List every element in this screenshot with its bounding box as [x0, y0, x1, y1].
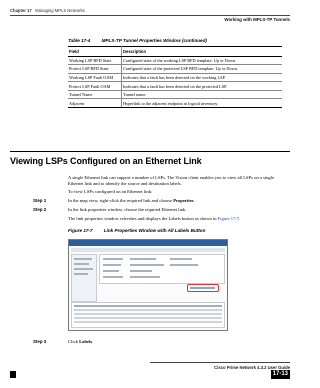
figure-window-side-panel: [71, 254, 97, 302]
figure-window-toolbar: [71, 248, 225, 252]
table-header-row: [68, 47, 282, 57]
running-header-chapter: [10, 8, 85, 13]
chapter-label: Chapter 17: [10, 8, 32, 13]
figure-grid-row: [74, 317, 222, 319]
step-1-text-after: .: [193, 198, 195, 203]
table-cell-field: Working LSP Fault OAM: [68, 73, 122, 82]
table-row: [68, 73, 282, 82]
figure-window-grid: [71, 302, 225, 328]
table-cell-description: Indicates that a fault has been detected on the working LSP.: [122, 73, 283, 82]
figure-window-titlebar: [69, 240, 227, 246]
step-2-text: In the link properties window, choose the required Ethernet link.: [68, 207, 187, 212]
figure-placeholder-line: [130, 270, 152, 272]
step-2-subtext-after: .: [239, 216, 241, 221]
figure-placeholder-line: [130, 276, 160, 278]
step-2-label: Step 2: [33, 207, 47, 212]
figure-placeholder-line: [103, 258, 123, 260]
table-cell-field: Tunnel Name: [68, 90, 122, 99]
properties-table: [68, 46, 282, 108]
intro-paragraph: A single Ethernet link can support a number of LSPs. The Vision client enables you to view all LSPs on a single Ethernet link and to identify the source and destination labels.: [68, 175, 274, 186]
running-header-section: Working with MPLS-TP Tunnels: [224, 17, 290, 22]
table-cell-description: Configured state of the working LSP BFD template: Up or Down.: [122, 56, 283, 65]
figure-placeholder-line: [170, 258, 192, 260]
table-cell-field: Adjacent: [68, 99, 122, 108]
step-2-subtext: [68, 216, 283, 222]
figure-placeholder-line: [74, 258, 92, 260]
figure-placeholder-line: [103, 264, 121, 266]
table-row: [68, 65, 282, 74]
step-1-emphasis: Properties: [173, 198, 194, 203]
figure-caption-title: Link Properties Window with All Labels Button: [103, 228, 206, 233]
chapter-title: Managing MPLS Networks: [35, 8, 85, 13]
figure-placeholder-line: [103, 270, 119, 272]
table-header-field: Field: [68, 47, 122, 57]
figure-grid-row: [74, 309, 222, 311]
step-1-label: Step 1: [33, 198, 47, 203]
labels-button-highlight: [187, 284, 219, 292]
figure-grid-header: [74, 305, 222, 307]
procedure-intro: To view LSPs configured on an Ethernet link:: [68, 189, 153, 194]
table-row: [68, 99, 282, 108]
figure-caption: [68, 228, 205, 233]
table-row: [68, 82, 282, 91]
link-properties-screenshot: [68, 239, 228, 331]
footer-guide-title: Cisco Prime Network 4.3.2 User Guide: [214, 365, 290, 370]
table-caption: [68, 38, 207, 43]
figure-link[interactable]: Figure 17-7: [217, 216, 240, 221]
table-caption-number: Table 17-4: [68, 38, 91, 43]
figure-window-properties-panel: [99, 254, 225, 284]
table-cell-field: Protect LSP Fault OAM: [68, 82, 122, 91]
table-cell-description: Indicates that a fault has been detected on the protected LSP.: [122, 82, 283, 91]
table-cell-description: Configured state of the protected LSP BFD template: Up or Down.: [122, 65, 283, 74]
figure-placeholder-line: [170, 264, 198, 266]
section-rule: [10, 151, 290, 152]
step-3-emphasis: Labels: [79, 339, 93, 344]
table-cell-description: Hyperlink to the adjacent endpoint in logical inventory.: [122, 99, 283, 108]
figure-placeholder-line: [74, 268, 93, 270]
table-row: [68, 90, 282, 99]
page-number: 17-13: [272, 371, 288, 377]
figure-placeholder-line: [74, 263, 89, 265]
step-3-label: Step 3: [33, 339, 47, 344]
figure-grid-row: [74, 313, 222, 315]
step-3-text: [68, 339, 283, 345]
table-row: [68, 56, 282, 65]
figure-placeholder-line: [103, 276, 123, 278]
footer-marker-bar: [10, 371, 16, 378]
table-header-description: Description: [122, 47, 283, 57]
table-caption-title: MPLS-TP Tunnel Properties Window (continued): [101, 38, 207, 43]
figure-placeholder-line: [74, 273, 88, 275]
table-cell-field: Protect LSP BFD State: [68, 65, 122, 74]
figure-caption-number: Figure 17-7: [68, 228, 93, 233]
table-cell-field: Working LSP BFD State: [68, 56, 122, 65]
footer-rule: [150, 362, 290, 363]
step-3-text-before: Click: [68, 339, 80, 344]
step-1-text-before: In the map view, right-click the required link and choose: [68, 198, 174, 203]
figure-placeholder-line: [130, 258, 156, 260]
section-title: Viewing LSPs Configured on an Ethernet Link: [10, 156, 202, 166]
header-rule: [10, 15, 290, 16]
figure-placeholder-line: [130, 264, 164, 266]
figure-grid-row: [74, 321, 222, 323]
table-cell-description: Tunnel name.: [122, 90, 283, 99]
step-3-text-after: .: [92, 339, 94, 344]
step-2-subtext-before: The link properties window refreshes and displays the Labels button as shown in: [68, 216, 218, 221]
labels-button-graphic: [190, 287, 215, 289]
step-1-text: [68, 198, 283, 204]
